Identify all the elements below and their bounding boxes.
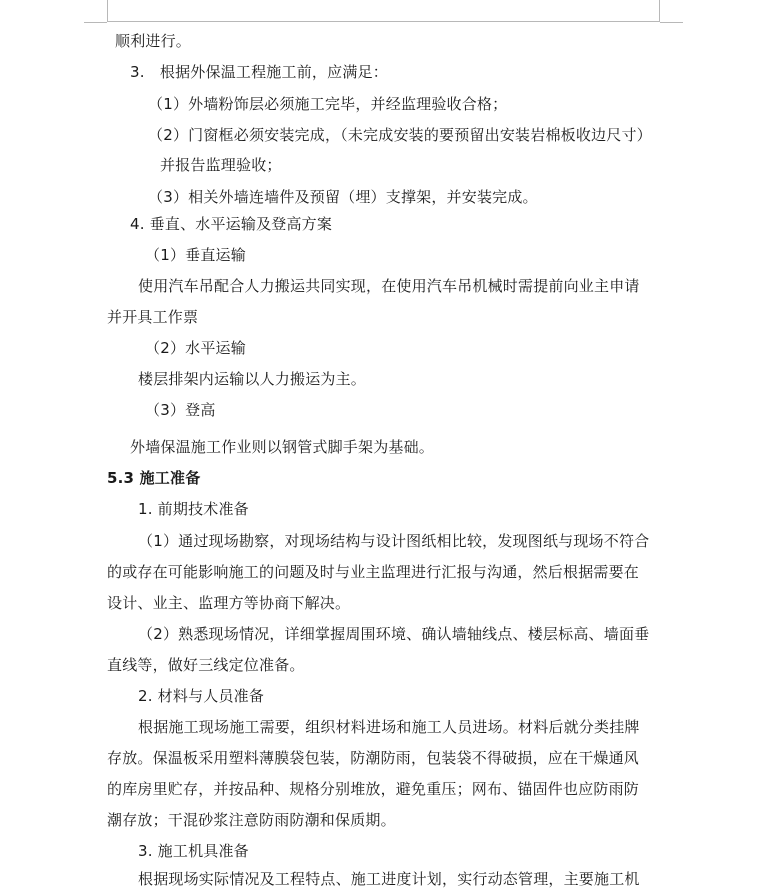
paragraph-line: 的或存在可能影响施工的问题及时与业主监理进行汇报与沟通，然后根据需要在 [107, 563, 640, 581]
paragraph-line: 外墙保温施工作业则以钢管式脚手架为基础。 [130, 438, 435, 456]
list-item: （1）外墙粉饰层必须施工完毕，并经监理验收合格； [148, 95, 508, 113]
list-item: 3. 根据外保温工程施工前，应满足： [130, 63, 388, 81]
section-heading: 2. 材料与人员准备 [138, 687, 265, 705]
list-item: （3）相关外墙连墙件及预留（埋）支撑架，并安装完成。 [148, 188, 538, 206]
section-heading: 4. 垂直、水平运输及登高方案 [130, 215, 333, 233]
paragraph-line: 存放。保温板采用塑料薄膜袋包装，防潮防雨，包装袋不得破损，应在干燥通风 [107, 749, 640, 767]
paragraph-line: 使用汽车吊配合人力搬运共同实现，在使用汽车吊机械时需提前向业主申请 [138, 277, 640, 295]
list-item: （2）门窗框必须安装完成，（未完成安装的要预留出安装岩棉板收边尺寸） [148, 126, 652, 144]
paragraph-line: 的库房里贮存，并按品种、规格分别堆放，避免重压；网布、锚固件也应防雨防 [107, 780, 640, 798]
subsection-heading: （1）垂直运输 [145, 246, 246, 264]
text-line: 顺利进行。 [115, 32, 192, 50]
paragraph-line: 潮存放；干混砂浆注意防雨防潮和保质期。 [107, 811, 396, 829]
subsection-heading: （2）水平运输 [145, 339, 246, 357]
text-line: 并报告监理验收； [160, 156, 282, 174]
paragraph-line: 根据现场实际情况及工程特点、施工进度计划，实行动态管理，主要施工机 [138, 870, 640, 888]
section-heading: 1. 前期技术准备 [138, 500, 249, 518]
left-margin-mark [84, 22, 107, 23]
paragraph-line: （2）熟悉现场情况，详细掌握周围环境、确认墙轴线点、楼层标高、墙面垂 [138, 625, 650, 643]
page-header-margin [107, 0, 660, 22]
right-margin-mark [660, 22, 683, 23]
section-heading: 3. 施工机具准备 [138, 842, 249, 860]
paragraph-line: 并开具工作票 [107, 308, 199, 326]
paragraph-line: 根据施工现场施工需要，组织材料进场和施工人员进场。材料后就分类挂牌 [138, 718, 640, 736]
paragraph-line: 直线等，做好三线定位准备。 [107, 656, 305, 674]
paragraph-line: 楼层排架内运输以人力搬运为主。 [138, 370, 367, 388]
paragraph-line: （1）通过现场勘察，对现场结构与设计图纸相比较，发现图纸与现场不符合 [138, 532, 650, 550]
section-title: 5.3 施工准备 [107, 469, 201, 487]
paragraph-line: 设计、业主、监理方等协商下解决。 [107, 594, 351, 612]
subsection-heading: （3）登高 [145, 401, 216, 419]
